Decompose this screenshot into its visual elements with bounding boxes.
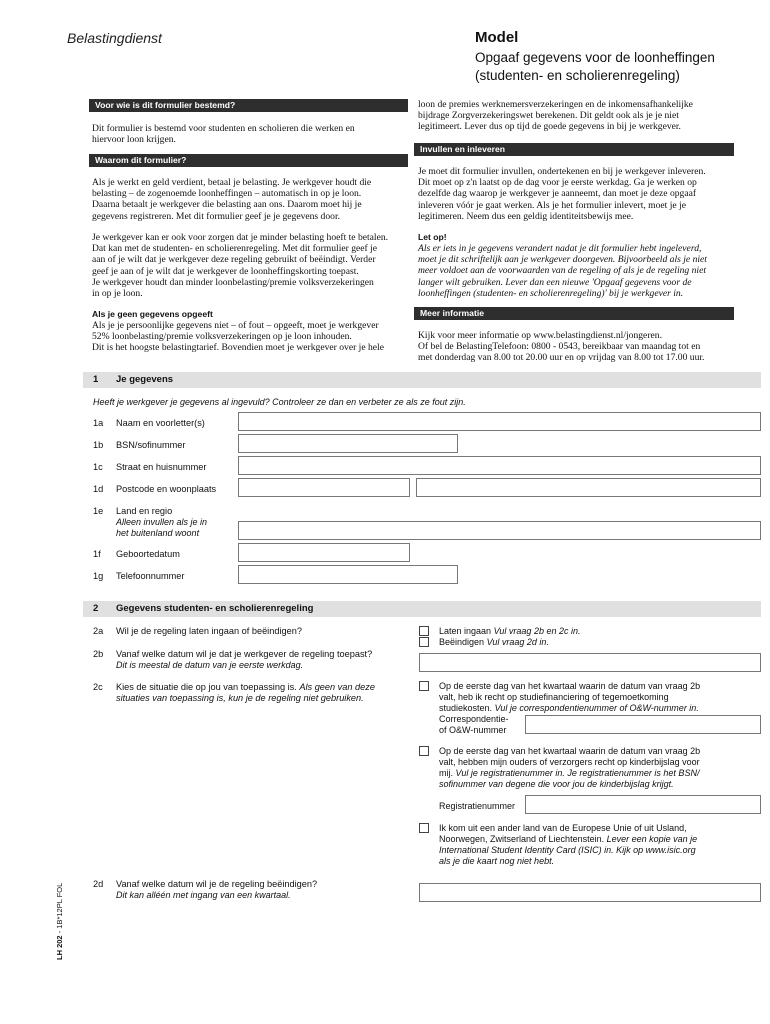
model-label: Model	[475, 29, 519, 46]
study-finance-hint: Vul je correspondentienummer of O&W-nummer in.	[494, 703, 699, 713]
q1e-number: 1e	[93, 506, 104, 516]
title-line-1: Opgaaf gegevens voor de loonheffingen	[475, 50, 715, 65]
q1c-label: Straat en huisnummer	[116, 462, 207, 472]
q2c-label	[116, 682, 406, 704]
q2d-number: 2d	[93, 879, 104, 889]
q1c-number: 1c	[93, 462, 103, 472]
for-whom-text: Dit formulier is bestemd voor studenten en scholieren die werken en hiervoor loon krijgen.	[92, 123, 355, 146]
country-field[interactable]	[238, 521, 761, 540]
more-info-title-bar: Meer informatie	[414, 307, 734, 320]
no-data-title: Als je geen gegevens opgeeft	[92, 309, 213, 319]
q1a-number: 1a	[93, 418, 104, 428]
correspondence-label-1: Correspondentie-	[439, 714, 509, 724]
title-line-2: (studenten- en scholierenregeling)	[475, 68, 680, 83]
end-date-field[interactable]	[419, 883, 761, 902]
phone-field[interactable]	[238, 565, 458, 584]
end-regulation-checkbox[interactable]	[419, 637, 429, 647]
q1g-label: Telefoonnummer	[116, 571, 185, 581]
q2b-hint: Dit is meestal de datum van je eerste werkdag.	[116, 660, 304, 670]
for-whom-title-bar: Voor wie is dit formulier bestemd?	[89, 99, 408, 112]
why-title-bar: Waarom dit formulier?	[89, 154, 408, 167]
q2b-number: 2b	[93, 649, 104, 659]
postcode-field[interactable]	[238, 478, 410, 497]
q2d-label: Vanaf welke datum wil je de regeling beëindigen?	[116, 879, 318, 889]
q2a-number: 2a	[93, 626, 104, 636]
start-option-label: Laten ingaan	[439, 626, 492, 636]
q1d-label: Postcode en woonplaats	[116, 484, 217, 494]
study-finance-text: Op de eerste dag van het kwartaal waarin de datum van vraag 2b valt, heb ik recht op studiefinanciering of tegemoetkoming studiekosten.	[439, 681, 701, 713]
start-regulation-checkbox[interactable]	[419, 626, 429, 636]
street-field[interactable]	[238, 456, 761, 475]
start-option	[439, 626, 580, 637]
q2a-label: Wil je de regeling laten ingaan of beëindigen?	[116, 626, 302, 636]
city-field[interactable]	[416, 478, 761, 497]
child-benefit-text: Op de eerste dag van het kwartaal waarin de datum van vraag 2b valt, hebben mijn ouders of verzorgers recht op kinderbijslag voor mij.	[439, 746, 701, 778]
q1f-number: 1f	[93, 549, 101, 559]
study-finance-option	[439, 681, 759, 714]
correspondence-number-field[interactable]	[525, 715, 761, 734]
form-code-rest: - 1B*12PL FOL	[55, 882, 64, 936]
more-info-text: Kijk voor meer informatie op www.belastingdienst.nl/jongeren. Of bel de BelastingTelefoon: 0800 - 0543, bereikbaar van maandag tot en met donderdag van 8.00 tot 20.00 uur en op vrijdag van 8.00 tot 17.00 uur.	[418, 330, 705, 364]
q1f-label: Geboortedatum	[116, 549, 180, 559]
child-benefit-hint: Vul je registratienummer in. Je registratienummer is het BSN/ sofinummer van degene die voor jou de kinderbijslag krijgt.	[439, 768, 700, 789]
section-1-title: Je gegevens	[116, 374, 174, 385]
q1e-hint: Alleen invullen als je in het buitenland woont	[116, 517, 208, 538]
continued-text: loon de premies werknemersverzekeringen en de inkomensafhankelijke bijdrage Zorgverzekeringswet berekenen. Dit geldt ook als je je niet legitimeert. Lever dus op tijd de goede gegevens in bij je werkgever.	[418, 99, 693, 133]
bsn-field[interactable]	[238, 434, 458, 453]
section-1-number: 1	[93, 374, 99, 385]
start-date-field[interactable]	[419, 653, 761, 672]
why-text-2: Je werkgever kan er ook voor zorgen dat je minder belasting hoeft te betalen. Dat kan met de studenten- en scholierenregeling. Met dit formulier geef je aan of je wilt dat je werkgever deze regeling gebruikt of beëindigt. Verder geef je aan of je wilt dat je werkgever de loonheffingskorting toepast. Je werkgever houdt dan minder loonbelasting/premie volksverzekeringen in op je loon.	[92, 232, 389, 300]
eu-student-option	[439, 823, 759, 867]
end-option-hint: Vul vraag 2d in.	[486, 637, 549, 647]
q1b-number: 1b	[93, 440, 104, 450]
q2d-hint: Dit kan alléén met ingang van een kwartaal.	[116, 890, 291, 900]
start-option-hint: Vul vraag 2b en 2c in.	[493, 626, 581, 636]
section-1-header	[83, 372, 761, 388]
section-1-instruction: Heeft je werkgever je gegevens al ingevuld? Controleer ze dan en verbeter ze als ze fout zijn.	[93, 397, 466, 407]
name-initials-field[interactable]	[238, 412, 761, 431]
study-finance-checkbox[interactable]	[419, 681, 429, 691]
q1b-label: BSN/sofinummer	[116, 440, 186, 450]
submit-text: Je moet dit formulier invullen, ondertekenen en bij je werkgever inleveren. Dit moet op z'n laatst op de dag voor je eerste werkdag. Ga je werken op dezelfde dag waarop je werkgever je aanneemt, dan moet je deze opgaaf inleveren vóór je gaat werken. Als je het formulier inlevert, moet je je legitimeren. Neem dus een geldig identiteitsbewijs mee.	[418, 166, 706, 222]
q1g-number: 1g	[93, 571, 104, 581]
correspondence-label-2: of O&W-nummer	[439, 725, 507, 735]
birthdate-field[interactable]	[238, 543, 410, 562]
end-option	[439, 637, 549, 648]
attention-text: Als er iets in je gegevens verandert nadat je dit formulier hebt ingeleverd, moet je dit schriftelijk aan je werkgever doorgeven. Bijvoorbeeld als je niet meer voldoet aan de voorwaarden van de regeling of als je de regeling niet langer wilt gebruiken. Lever dan een nieuwe 'Opgaaf gegevens voor de loonheffingen (studenten- en scholierenregeling)' bij je werkgever in.	[418, 243, 707, 299]
section-2-number: 2	[93, 603, 99, 614]
registration-number-label: Registratienummer	[439, 801, 516, 811]
attention-title: Let op!	[418, 232, 447, 242]
end-option-label: Beëindigen	[439, 637, 485, 647]
child-benefit-option	[439, 746, 759, 790]
eu-student-text: Ik kom uit een ander land van de Europese Unie of uit Usland, Noorwegen, Zwitserland of Liechtenstein.	[439, 823, 687, 844]
child-benefit-checkbox[interactable]	[419, 746, 429, 756]
q2c-hint: Als geen van deze situaties van toepassing is, kun je de regeling niet gebruiken.	[116, 682, 375, 703]
section-2-title: Gegevens studenten- en scholierenregeling	[116, 603, 314, 614]
no-data-text: Als je je persoonlijke gegevens niet – of fout – opgeeft, moet je werkgever 52% loonbelasting/premie volksverzekeringen op je loon inhouden. Dit is het hoogste belastingtarief. Bovendien moet je werkgever over je hele	[92, 320, 384, 354]
q1d-number: 1d	[93, 484, 104, 494]
brand-name: Belastingdienst	[67, 30, 162, 46]
document-title	[475, 49, 755, 85]
form-code	[55, 883, 64, 960]
q1a-label: Naam en voorletter(s)	[116, 418, 205, 428]
submit-title-bar: Invullen en inleveren	[414, 143, 734, 156]
why-text-1: Als je werkt en geld verdient, betaal je belasting. Je werkgever houdt die belasting – de zogenoemde loonheffingen – automatisch in op je loon. Daarna betaalt je werkgever die belasting aan ons. Daarom moet hij je gegevens registreren. Met dit formulier geef je je gegevens door.	[92, 177, 372, 222]
q2b-label: Vanaf welke datum wil je dat je werkgever de regeling toepast?	[116, 649, 373, 659]
q2c-label-text: Kies de situatie die op jou van toepassing is.	[116, 682, 297, 692]
form-code-bold: LH 202	[55, 935, 64, 960]
eu-student-checkbox[interactable]	[419, 823, 429, 833]
eu-student-hint: Lever een kopie van je International Student Identity Card (ISIC) in. Kijk op www.isic.org als je die kaart nog niet hebt.	[439, 834, 698, 866]
q1e-label: Land en regio	[116, 506, 173, 516]
q2c-number: 2c	[93, 682, 103, 692]
registration-number-field[interactable]	[525, 795, 761, 814]
